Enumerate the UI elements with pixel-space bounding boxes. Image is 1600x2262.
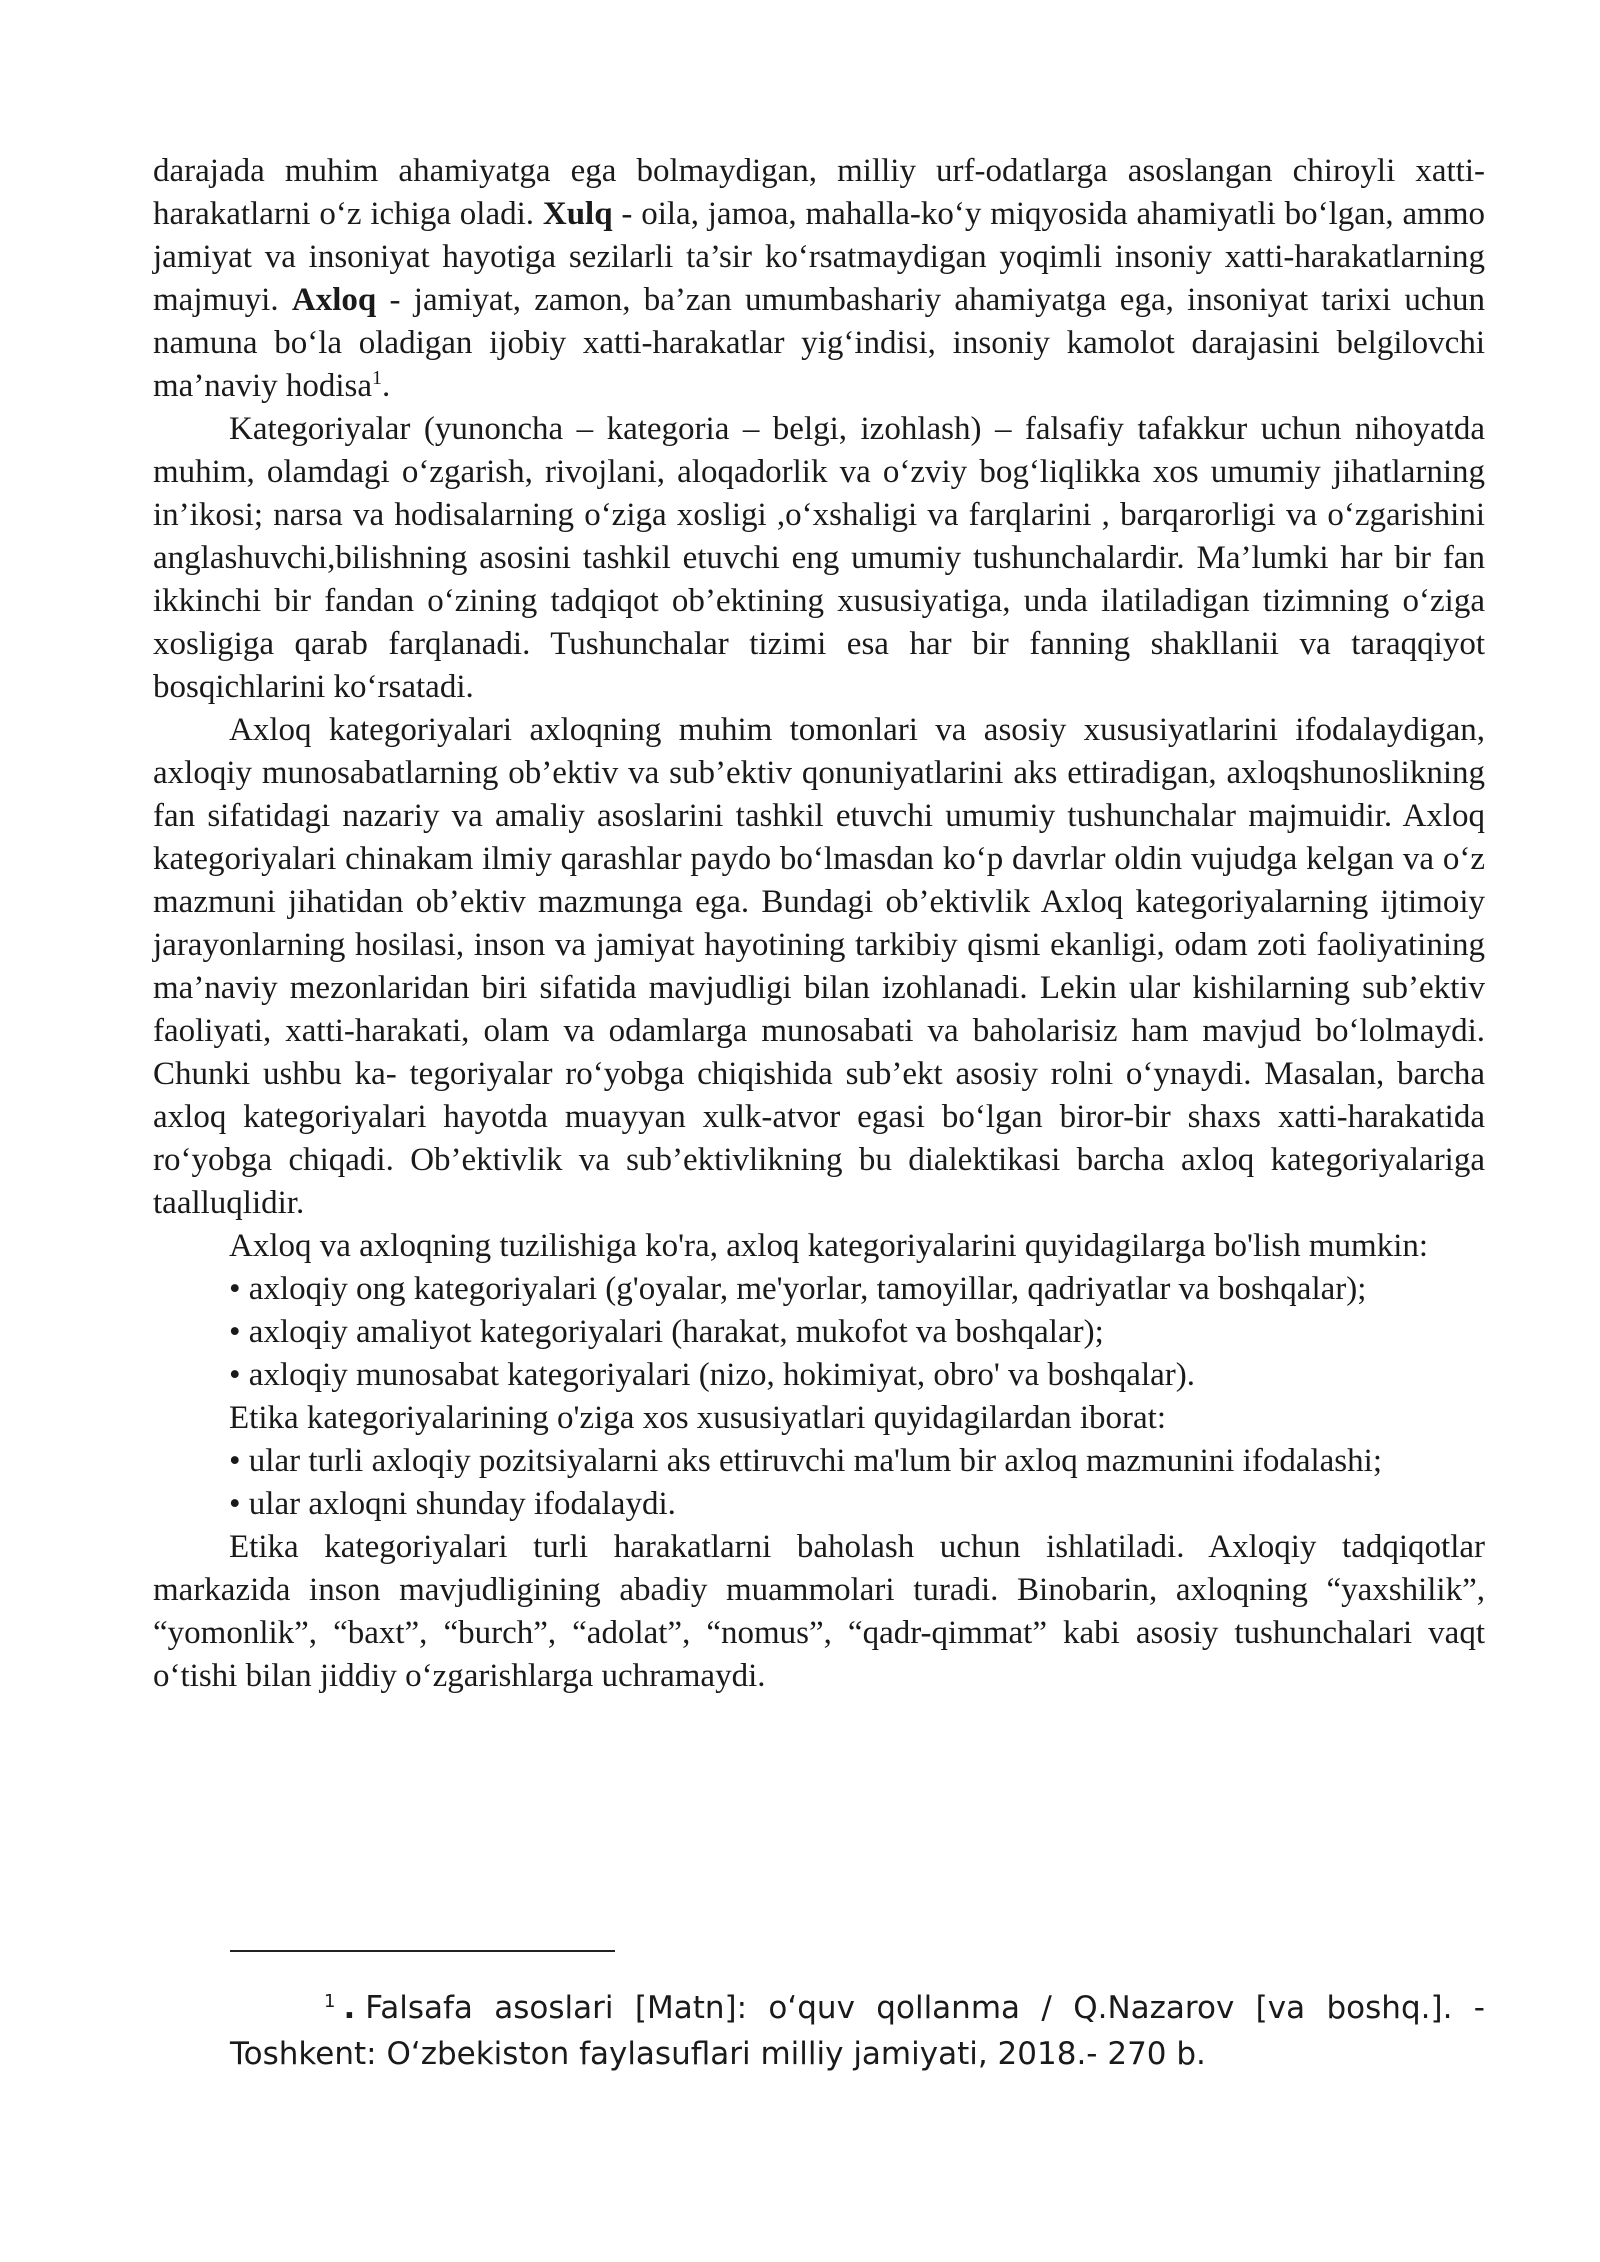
footnote-mark: 1: [324, 1990, 336, 2012]
list-item: • axloqiy ong kategoriyalari (g'oyalar, me'yorlar, tamoyillar, qadriyatlar va boshqalar);: [229, 1271, 1367, 1307]
footnote-separator: [230, 1950, 615, 1952]
term-axloq: Axloq: [291, 282, 377, 318]
paragraph-kategoriyalar: Kategoriyalar (yunoncha – kategoria – belgi, izohlash) – falsafiy tafakkur uchun nihoyatda muhim, olamdagi o‘zgarish, rivojlani, aloqadorlik va o‘zviy bog‘liqlikka xos umumiy jihatlarning in’ikosi; narsa va hodisalarning o‘ziga xosligi ,o‘xshaligi va farqlarini , barqarorligi va o‘zgarishini anglashuvchi,bilishning asosini tashkil etuvchi eng umumiy tushunchalardir. Ma’lumki har bir fan ikkinchi bir fandan o‘zining tadqiqot ob’ektining xususiyatiga, unda ilatiladigan tizimning o‘ziga xosligiga qarab farqlanadi. Tushunchalar tizimi esa har bir fanning shakllanii va taraqqiyot bosqichlarini ko‘rsatadi.: [153, 411, 1485, 705]
document-body: [153, 150, 1485, 1698]
list-item: • axloqiy amaliyot kategoriyalari (harakat, mukofot va boshqalar);: [229, 1314, 1104, 1350]
footnote: [230, 1985, 1485, 2077]
paragraph-text: - jamiyat, zamon, ba’zan umumbashariy ahamiyatga ega, insoniyat tarixi uchun namuna bo‘la oladigan ijobiy xatti-harakatlar yig‘indisi, insoniy kamolot darajasini belgilovchi ma’naviy hodisa: [153, 282, 1485, 404]
paragraph-classification-intro: Axloq va axloqning tuzilishiga ko'ra, axloq kategoriyalarini quyidagilarga bo'lish mumkin:: [229, 1228, 1429, 1264]
footnote-dot: .: [343, 1990, 356, 2026]
list-item: • ular turli axloqiy pozitsiyalarni aks ettiruvchi ma'lum bir axloq mazmunini ifodalashi;: [229, 1443, 1382, 1479]
paragraph-text: darajada muhim ahamiyatga ega bolmaydigan, milliy urf-odatlarga asoslangan chiroyli xatti-harakatlarni o‘z ichiga oladi.: [153, 153, 1485, 232]
paragraph-axloq-kategoriyalari: Axloq kategoriyalari axloqning muhim tomonlari va asosiy xususiyatlarini ifodalaydigan, axloqiy munosabatlarning ob’ektiv va sub’ektiv qonuniyatlarini aks ettiradigan, axloqshunoslikning fan sifatidagi nazariy va amaliy asoslarini tashkil etuvchi umumiy tushunchalar majmuidir. Axloq kategoriyalari chinakam ilmiy qarashlar paydo bo‘lmasdan ko‘p davrlar oldin vujudga kelgan va o‘z mazmuni jihatidan ob’ektiv mazmunga ega. Bundagi ob’ektivlik Axloq kategoriyalarning ijtimoiy jarayonlarning hosilasi, inson va jamiyat hayotining tarkibiy qismi ekanligi, odam zoti faoliyatining ma’naviy mezonlaridan biri sifatida mavjudligi bilan izohlanadi. Lekin ular kishilarning sub’ektiv faoliyati, xatti-harakati, olam va odamlarga munosabati va baholarisiz ham mavjud bo‘lolmaydi. Chunki ushbu ka- tegoriyalar ro‘yobga chiqishida sub’ekt asosiy rolni o‘ynaydi. Masalan, barcha axloq kategoriyalari hayotda muayyan xulk-atvor egasi bo‘lgan biror-bir shaxs xatti-harakatida ro‘yobga chiqadi. Ob’ektivlik va sub’ektivlikning bu dialektikasi barcha axloq kategoriyalariga taalluqlidir.: [153, 712, 1485, 1221]
footnote-text: Falsafa asoslari [Matn]: o‘quv qollanma / Q.Nazarov [va boshq.]. - Toshkent: O‘zbekiston faylasuflari milliy jamiyati, 2018.- 270 b.: [230, 1990, 1485, 2072]
footnote-reference: 1: [372, 367, 383, 389]
paragraph-text: - oila, jamoa, mahalla-ko‘y miqyosida ahamiyatli bo‘lgan, ammo jamiyat va insoniyat hayotiga sezilarli ta’sir ko‘rsatmaydigan yoqimli insoniy xatti-harakatlarning majmuyi.: [153, 196, 1485, 318]
list-item: • ular axloqni shunday ifodalaydi.: [229, 1486, 676, 1522]
term-xulq: Xulq: [542, 196, 613, 232]
paragraph-definitions: [153, 150, 1485, 408]
paragraph-etika-kategoriyalari: Etika kategoriyalari turli harakatlarni baholash uchun ishlatiladi. Axloqiy tadqiqotlar markazida inson mavjudligining abadiy muammolari turadi. Binobarin, axloqning “yaxshilik”, “yomonlik”, “baxt”, “burch”, “adolat”, “nomus”, “qadr-qimmat” kabi asosiy tushunchalari vaqt o‘tishi bilan jiddiy o‘zgarishlarga uchramaydi.: [153, 1529, 1485, 1694]
paragraph-text: .: [382, 368, 391, 404]
list-item: • axloqiy munosabat kategoriyalari (nizo, hokimiyat, obro' va boshqalar).: [229, 1357, 1195, 1393]
paragraph-features-intro: Etika kategoriyalarining o'ziga xos xususiyatlari quyidagilardan iborat:: [229, 1400, 1167, 1436]
